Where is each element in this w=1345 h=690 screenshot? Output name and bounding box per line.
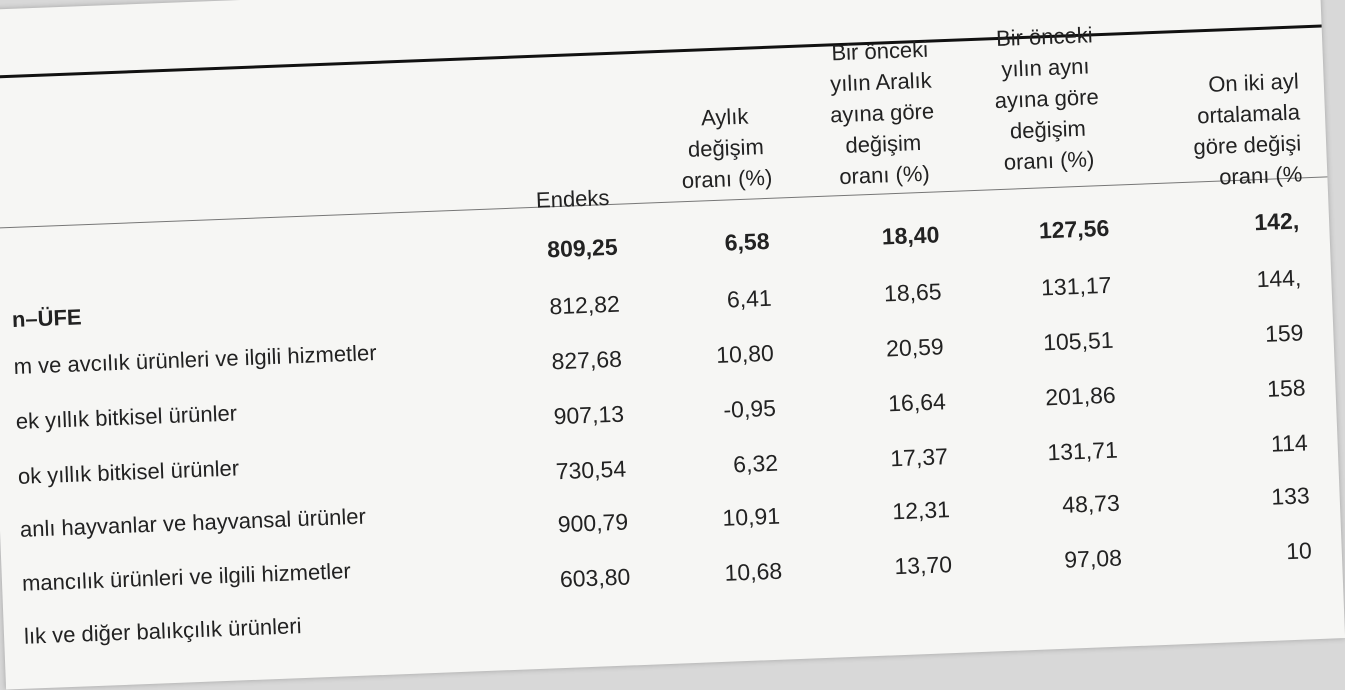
cell-ayni-ay: 97,08 — [1063, 544, 1123, 573]
cell-endeks: 827,68 — [551, 345, 623, 375]
cell-aralik: 16,64 — [887, 388, 947, 417]
cell-ayni-ay: 127,56 — [1038, 214, 1110, 244]
cell-aralik: 12,31 — [891, 496, 951, 525]
header-endeks: Endeks — [535, 184, 610, 213]
cell-on-iki-ay: 10 — [1285, 537, 1313, 565]
row-label: mancılık ürünleri ve ilgili hizmetler — [21, 558, 352, 596]
cell-aylik: 6,41 — [726, 284, 773, 313]
row-label: anlı hayvanlar ve hayvansal ürünler — [19, 503, 367, 542]
cell-aralik: 18,65 — [883, 278, 943, 307]
cell-aylik: 10,91 — [721, 502, 781, 531]
cell-ayni-ay: 201,86 — [1044, 381, 1117, 411]
row-label: lık ve diğer balıkçılık ürünleri — [23, 613, 302, 649]
cell-on-iki-ay: 144, — [1256, 264, 1302, 293]
row-label: m ve avcılık ürünleri ve ilgili hizmetler — [13, 340, 378, 379]
cell-aralik: 20,59 — [885, 333, 945, 362]
cell-on-iki-ay: 142, — [1253, 207, 1300, 236]
cell-aylik: 6,32 — [732, 449, 779, 478]
cell-endeks: 900,79 — [557, 508, 629, 538]
cell-on-iki-ay: 159 — [1264, 319, 1304, 347]
row-label: ek yıllık bitkisel ürünler — [15, 400, 238, 434]
cell-on-iki-ay: 133 — [1270, 482, 1311, 510]
cell-ayni-ay: 105,51 — [1042, 326, 1114, 356]
cell-aralik: 17,37 — [889, 443, 949, 472]
cell-aylik: 10,68 — [724, 557, 783, 586]
header-on-iki-ay-degisim: On iki ayl ortalamala göre değişi oranı (% — [1193, 68, 1303, 190]
cell-ayni-ay: 131,71 — [1046, 436, 1119, 466]
cell-aralik: 18,40 — [881, 221, 940, 250]
row-label: ok yıllık bitkisel ürünler — [17, 455, 240, 489]
cell-ayni-ay: 48,73 — [1061, 489, 1121, 518]
header-aralik-degisim: Bir önceki yılın Aralık ayına göre değişim oranı (%) — [829, 36, 935, 190]
cell-aylik: 6,58 — [724, 227, 770, 256]
cell-aylik: 10,80 — [715, 339, 775, 368]
cell-aralik: 13,70 — [893, 551, 953, 580]
cell-aylik: -0,95 — [722, 394, 777, 423]
row-label: n–ÜFE — [11, 304, 83, 332]
header-aylik-degisim: Aylık değişim oranı (%) — [681, 103, 773, 194]
cell-endeks: 809,25 — [546, 233, 619, 263]
header-ayni-ay-degisim: Bir önceki yılın aynı ayına göre değişim oranı (%) — [994, 22, 1100, 175]
cell-endeks: 730,54 — [555, 455, 627, 485]
cell-ayni-ay: 131,17 — [1040, 271, 1112, 301]
cell-on-iki-ay: 114 — [1270, 429, 1309, 457]
cell-endeks: 907,13 — [553, 400, 625, 430]
cell-endeks: 812,82 — [548, 290, 621, 320]
cell-on-iki-ay: 158 — [1266, 374, 1306, 402]
cell-endeks: 603,80 — [559, 563, 631, 593]
